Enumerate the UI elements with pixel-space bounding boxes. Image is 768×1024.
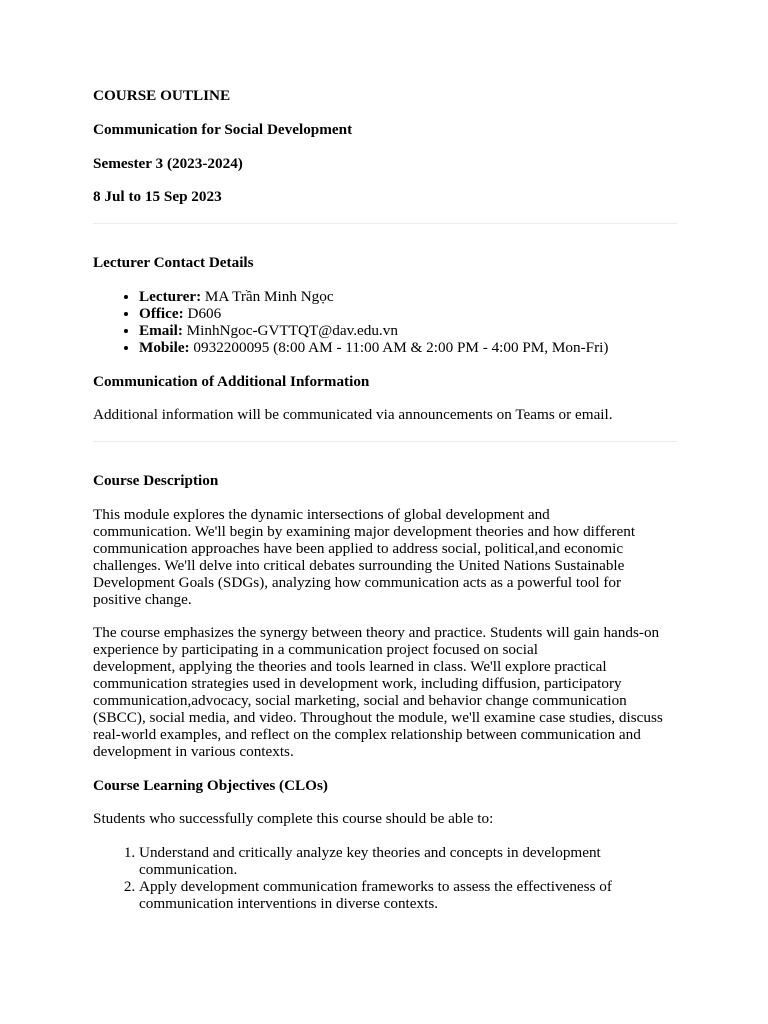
course-outline-document (93, 88, 683, 913)
contact-label: Mobile: (139, 338, 190, 356)
text-line: Development Goals (SDGs), analyzing how communication acts as a powerful tool for (93, 573, 622, 591)
additional-info-heading: Communication of Additional Information (93, 372, 370, 390)
semester: Semester 3 (2023-2024) (93, 154, 243, 172)
course-description-paragraph (93, 625, 683, 760)
text-line: challenges. We'll delve into critical debates surrounding the United Nations Sustainable (93, 556, 625, 574)
additional-info-text: Additional information will be communicated via announcements on Teams or email. (93, 406, 613, 424)
contact-heading: Lecturer Contact Details (93, 254, 254, 272)
contact-list (93, 289, 683, 357)
text-line: Understand and critically analyze key theories and concepts in development (139, 844, 601, 862)
text-line: communication,advocacy, social marketing, social and behavior change communication (93, 692, 627, 710)
learning-objectives-list (93, 845, 683, 913)
text-line: real-world examples, and reflect on the complex relationship between communication and (93, 725, 641, 743)
course-description-paragraph (93, 507, 683, 608)
contact-item-office (139, 306, 683, 323)
contact-value: 0932200095 (8:00 AM - 11:00 AM & 2:00 PM - 4:00 PM, Mon-Fri) (189, 338, 609, 356)
text-line: communication approaches have been applied to address social, political,and economic (93, 539, 624, 557)
learning-objective-item (139, 845, 683, 879)
text-line: positive change. (93, 590, 192, 608)
text-line: This module explores the dynamic intersections of global development and (93, 506, 550, 524)
course-name: Communication for Social Development (93, 120, 353, 138)
text-line: Apply development communication frameworks to assess the effectiveness of (139, 877, 612, 895)
text-line: communication. We'll begin by examining major development theories and how different (93, 523, 636, 541)
learning-objective-item (139, 879, 683, 913)
contact-value: D606 (183, 305, 222, 322)
contact-item-email (139, 323, 683, 340)
learning-objectives-heading: Course Learning Objectives (CLOs) (93, 776, 328, 794)
text-line: (SBCC), social media, and video. Throughout the module, we'll examine case studies, discuss (93, 708, 663, 726)
contact-label: Lecturer: (139, 288, 202, 306)
contact-value: MinhNgoc-GVTTQT@dav.edu.vn (182, 321, 398, 339)
contact-item-lecturer (139, 289, 683, 306)
document-title: COURSE OUTLINE (93, 87, 231, 104)
text-line: experience by participating in a communication project focused on social (93, 641, 538, 659)
text-line: communication interventions in diverse contexts. (139, 894, 439, 912)
text-line: communication. (139, 861, 238, 879)
text-line: development in various contexts. (93, 742, 294, 760)
contact-item-mobile (139, 340, 683, 357)
text-line: development, applying the theories and tools learned in class. We'll explore practical (93, 658, 607, 676)
learning-objectives-intro: Students who successfully complete this course should be able to: (93, 810, 494, 828)
contact-label: Office: (139, 305, 184, 322)
text-line: The course emphasizes the synergy between theory and practice. Students will gain hands-on (93, 624, 660, 642)
text-line: communication strategies used in development work, including diffusion, participatory (93, 675, 622, 693)
course-description-heading: Course Description (93, 472, 219, 490)
course-dates: 8 Jul to 15 Sep 2023 (93, 188, 222, 206)
contact-value: MA Trần Minh Ngọc (201, 288, 334, 306)
contact-label: Email: (139, 321, 183, 339)
